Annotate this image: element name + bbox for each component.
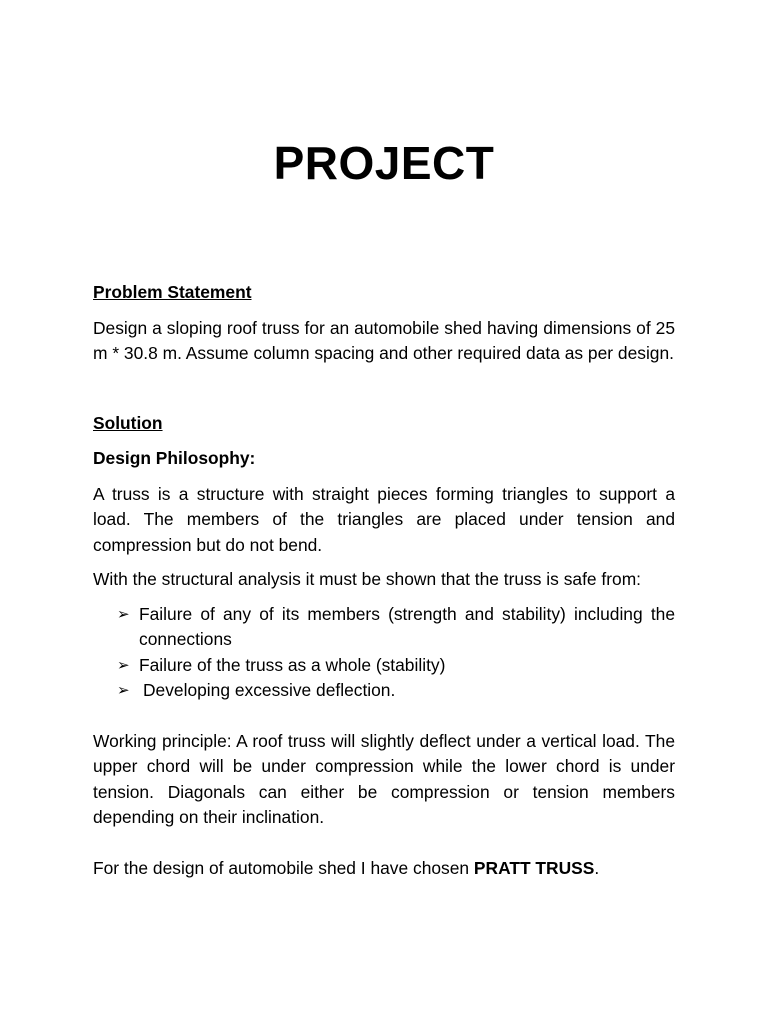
list-item-text: Developing excessive deflection.: [143, 680, 396, 700]
truss-choice-text: [93, 856, 675, 882]
document-body: [93, 280, 675, 881]
list-item: [117, 653, 675, 679]
list-item: [117, 678, 675, 704]
truss-type: PRATT TRUSS: [473, 857, 595, 878]
list-item-text: Failure of the truss as a whole (stability): [139, 654, 446, 675]
arrow-bullet-icon: ➢: [117, 605, 130, 623]
design-philosophy-heading: Design Philosophy:: [93, 448, 256, 468]
arrow-bullet-icon: ➢: [117, 682, 130, 699]
truss-choice-suffix: .: [594, 857, 600, 878]
problem-statement-text: Design a sloping roof truss for an automobile shed having dimensions of 25 m * 30.8 m. Assume column spacing and other required data as per design.: [93, 317, 675, 363]
page-title: PROJECT: [273, 137, 495, 189]
problem-statement-heading: Problem Statement: [93, 282, 252, 302]
list-item-text: Failure of any of its members (strength and stability) including the connections: [139, 603, 675, 649]
arrow-bullet-icon: ➢: [117, 656, 130, 674]
failure-list: [93, 602, 675, 704]
list-item: [117, 602, 675, 653]
truss-choice-prefix: For the design of automobile shed I have chosen: [93, 857, 474, 878]
solution-heading: Solution: [93, 412, 163, 433]
structural-analysis-text: With the structural analysis it must be shown that the truss is safe from:: [93, 569, 642, 589]
working-principle-text: Working principle: A roof truss will slightly deflect under a vertical load. The upper chord will be under compression while the lower chord is under tension. Diagonals can either be compression or tension members depending on their inclination.: [93, 730, 675, 827]
design-philosophy-text: A truss is a structure with straight pieces forming triangles to support a load. The members of the triangles are placed under tension and compression but do not bend.: [93, 483, 675, 555]
